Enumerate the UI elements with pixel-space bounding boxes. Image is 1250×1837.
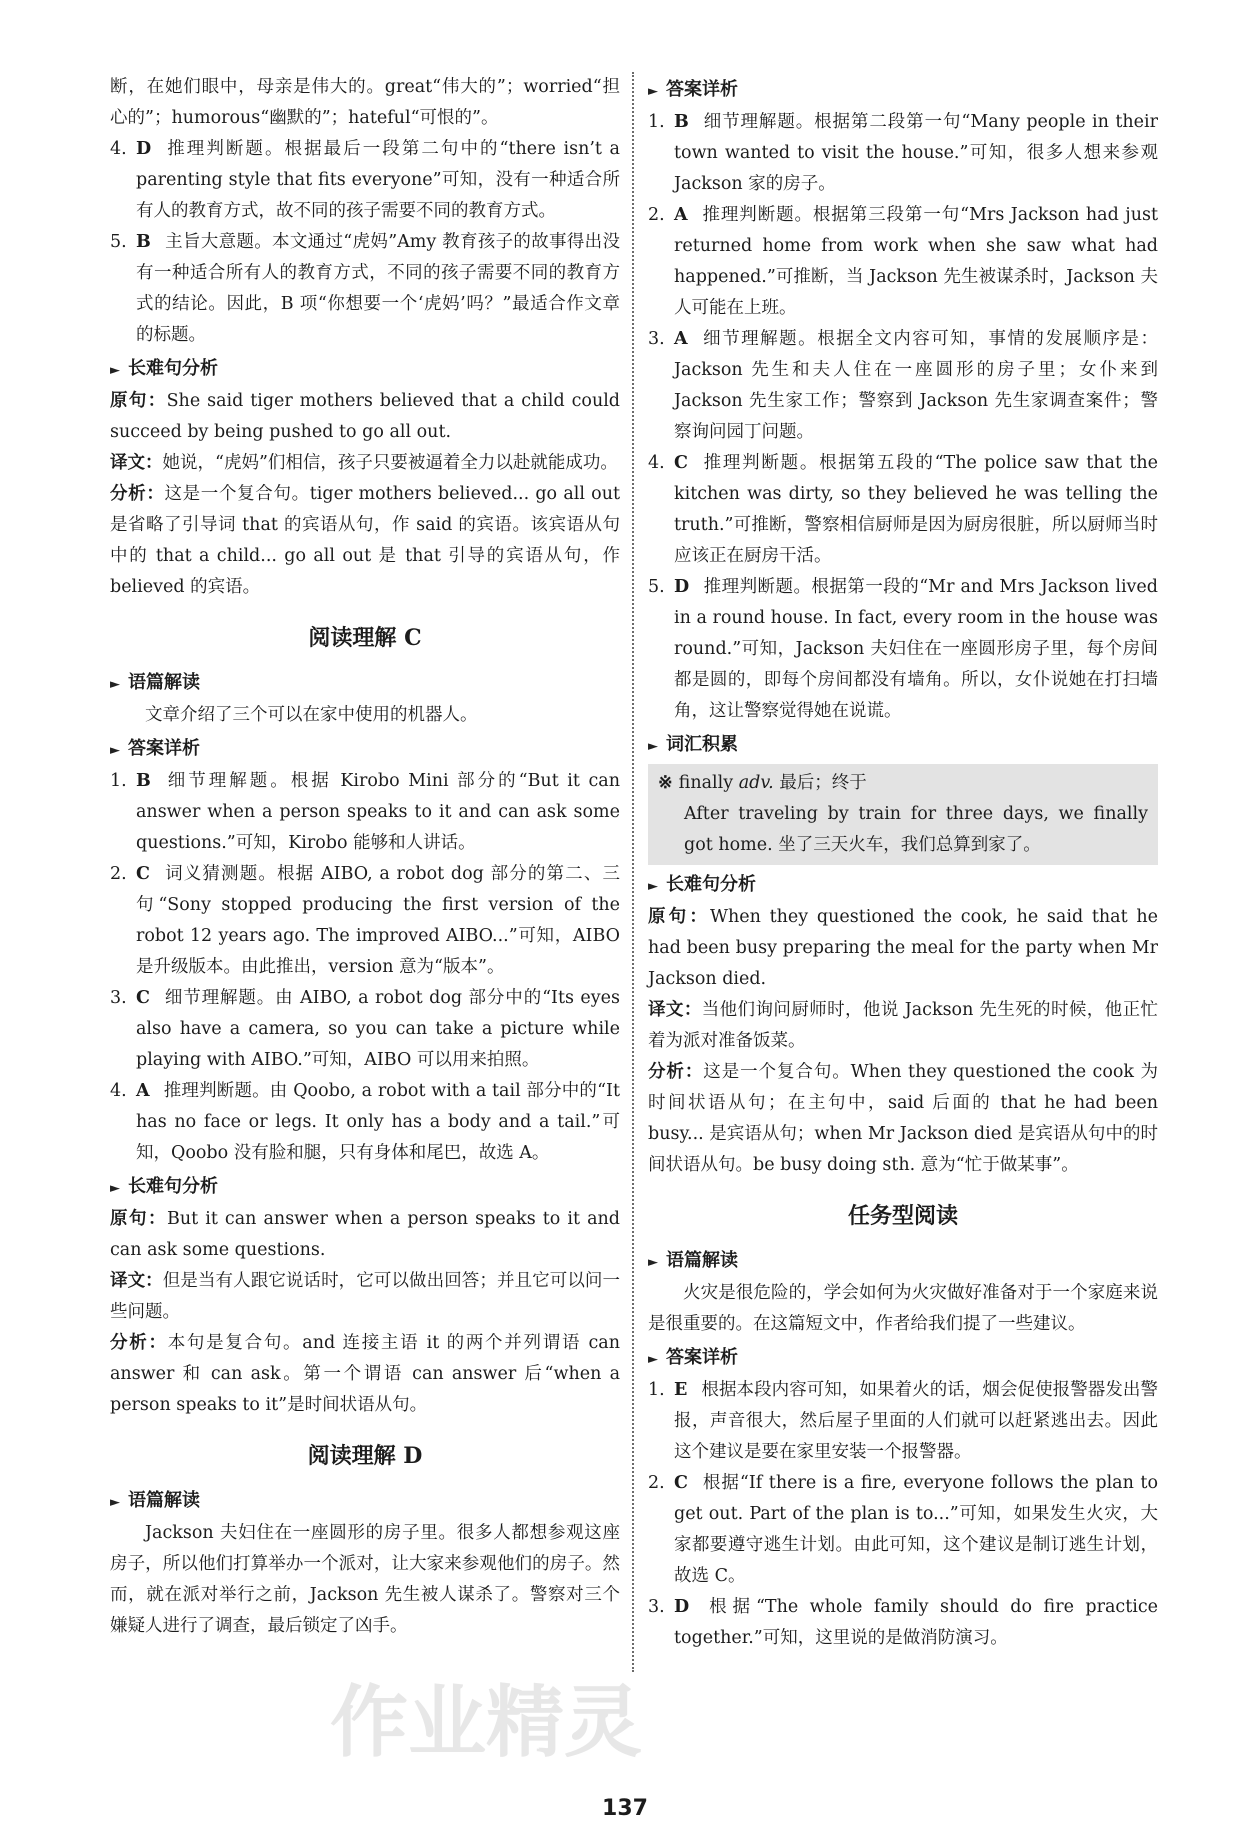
asterisk-icon: ※ [658, 773, 673, 793]
answer-explanation: 细节理解题。由 AIBO, a robot dog 部分中的“Its eyes also have a camera, so you can take a picture while playing with AIBO.”可知，AIBO 可以用来拍照。 [136, 988, 620, 1070]
item-number: 3. [648, 1597, 665, 1617]
answer-item [110, 134, 620, 227]
answer-item [648, 572, 1158, 727]
answer-item [110, 983, 620, 1076]
item-number: 4. [110, 139, 127, 159]
section-heading: ► 词汇积累 [648, 729, 1158, 762]
section-heading: ► 答案详析 [110, 733, 620, 766]
answer-explanation: 细节理解题。根据 Kirobo Mini 部分的“But it can answer when a person speaks to it and can ask some questions.”可知，Kirobo 能够和人讲话。 [136, 771, 620, 853]
arrow-bullet-icon: ► [648, 1352, 658, 1367]
continued-text: 断，在她们眼中，母亲是伟大的。great“伟大的”；worried“担心的”；humorous“幽默的”；hateful“可恨的”。 [110, 77, 620, 128]
answer-item [648, 324, 1158, 448]
answer-item [648, 200, 1158, 324]
section-heading: ► 语篇解读 [110, 667, 620, 700]
translation: 译文：她说，“虎妈”们相信，孩子只要被逼着全力以赴就能成功。 [110, 453, 618, 473]
item-number: 4. [110, 1081, 127, 1101]
arrow-bullet-icon: ► [110, 363, 120, 378]
item-number: 3. [648, 329, 665, 349]
answer-explanation: 根据“If there is a fire, everyone follows the plan to get out. Part of the plan is to...”可知，如果发生火灾，大家都要遵守逃生计划。由此可知，这个建议是制订逃生计划，故选 C。 [674, 1473, 1158, 1586]
answer-explanation: 根据本段内容可知，如果着火的话，烟会促使报警器发出警报，声音很大，然后屋子里面的人们就可以赶紧逃出去。因此这个建议是要在家里安装一个报警器。 [674, 1380, 1158, 1462]
item-number: 5. [648, 577, 665, 597]
answer-explanation: 推理判断题。根据最后一段第二句中的“there isn’t a parenting style that fits everyone”可知，没有一种适合所有人的教育方式，故不同的孩子需要不同的教育方式。 [136, 139, 620, 221]
arrow-bullet-icon: ► [648, 1255, 658, 1270]
answer-explanation: 推理判断题。根据第三段第一句“Mrs Jackson had just returned home from work when she saw what had happened.”可推断，当 Jackson 先生被谋杀时，Jackson 夫人可能在上班。 [674, 205, 1158, 318]
answer-explanation: 根据“The whole family should do fire practice together.”可知，这里说的是做消防演习。 [674, 1597, 1158, 1648]
original-sentence: 原句：She said tiger mothers believed that a child could succeed by being pushed to go all out. [110, 391, 621, 442]
answer-explanation: 细节理解题。根据全文内容可知，事情的发展顺序是：Jackson 先生和夫人住在一座圆形的房子里；女仆来到 Jackson 先生家工作；警察到 Jackson 先生家调查案件；警察询问园丁问题。 [674, 329, 1158, 442]
watermark: 作业精灵 [330, 1678, 643, 1768]
answer-key: B [136, 771, 151, 791]
left-column [110, 72, 620, 1642]
answer-item [648, 1592, 1158, 1654]
answer-item [648, 1375, 1158, 1468]
original-sentence: 原句：When they questioned the cook, he said that he had been busy preparing the meal for the party when Mr Jackson died. [648, 907, 1158, 989]
answer-key: C [136, 988, 150, 1008]
answer-key: B [674, 112, 689, 132]
item-number: 2. [648, 1473, 665, 1493]
item-number: 3. [110, 988, 127, 1008]
arrow-bullet-icon: ► [110, 1495, 120, 1510]
analysis: 分析：这是一个复合句。tiger mothers believed... go all out 是省略了引导词 that 的宾语从句，作 said 的宾语。该宾语从句中的 that a child... go all out 是 that 引导的宾语从句，作 believed 的宾语。 [110, 484, 621, 597]
answer-key: A [136, 1081, 150, 1101]
translation: 译文：当他们询问厨师时，他说 Jackson 先生死的时候，他正忙着为派对准备饭菜。 [648, 1000, 1159, 1051]
section-heading: ► 语篇解读 [648, 1245, 1158, 1278]
answer-item [110, 227, 620, 351]
section-title-task-reading: 任务型阅读 [847, 1203, 958, 1229]
right-column [648, 72, 1158, 1654]
vocab-meaning: 最后；终于 [779, 773, 867, 793]
column-divider [632, 72, 634, 1672]
section-heading: ► 语篇解读 [110, 1485, 620, 1518]
arrow-bullet-icon: ► [110, 743, 120, 758]
vocab-example: After traveling by train for three days, we finally got home. 坐了三天火车，我们总算到家了。 [684, 804, 1148, 855]
arrow-bullet-icon: ► [110, 1181, 120, 1196]
passage-summary: 火灾是很危险的，学会如何为火灾做好准备对于一个家庭来说是很重要的。在这篇短文中，作者给我们提了一些建议。 [648, 1283, 1158, 1334]
section-heading: ► 长难句分析 [110, 353, 620, 386]
answer-key: A [674, 329, 688, 349]
section-heading: ► 长难句分析 [648, 869, 1158, 902]
item-number: 1. [648, 1380, 665, 1400]
section-heading: ► 答案详析 [648, 1342, 1158, 1375]
answer-item [648, 107, 1158, 200]
item-number: 2. [110, 864, 127, 884]
vocabulary-box [648, 764, 1158, 865]
answer-explanation: 主旨大意题。本文通过“虎妈”Amy 教育孩子的故事得出没有一种适合所有人的教育方式，不同的孩子需要不同的教育方式的结论。因此，B 项“你想要一个‘虎妈’吗？”最适合作文章的标题。 [136, 232, 620, 345]
passage-summary: Jackson 夫妇住在一座圆形的房子里。很多人都想参观这座房子，所以他们打算举办一个派对，让大家来参观他们的房子。然而，就在派对举行之前，Jackson 先生被人谋杀了。警察对三个嫌疑人进行了调查，最后锁定了凶手。 [110, 1523, 620, 1636]
answer-key: C [136, 864, 150, 884]
answer-explanation: 推理判断题。根据第五段的“The police saw that the kitchen was dirty, so they believed he was telling the truth.”可推断，警察相信厨师是因为厨房很脏，所以厨师当时应该正在厨房干活。 [674, 453, 1158, 566]
arrow-bullet-icon: ► [648, 879, 658, 894]
answer-key: D [674, 1597, 690, 1617]
answer-item [110, 1076, 620, 1169]
section-title-reading-d: 阅读理解 D [307, 1443, 423, 1469]
arrow-bullet-icon: ► [110, 677, 120, 692]
answer-item [648, 448, 1158, 572]
answer-item [648, 1468, 1158, 1592]
item-number: 4. [648, 453, 665, 473]
answer-key: D [674, 577, 690, 597]
section-heading: ► 答案详析 [648, 74, 1158, 107]
answer-item [110, 859, 620, 983]
answer-key: B [136, 232, 151, 252]
answer-key: C [674, 1473, 688, 1493]
translation: 译文：但是当有人跟它说话时，它可以做出回答；并且它可以问一些问题。 [110, 1271, 621, 1322]
section-title-reading-c: 阅读理解 C [308, 625, 422, 651]
analysis: 分析：本句是复合句。and 连接主语 it 的两个并列谓语 can answer 和 can ask。第一个谓语 can answer 后“when a person speaks to it”是时间状语从句。 [110, 1333, 620, 1415]
arrow-bullet-icon: ► [648, 739, 658, 754]
answer-explanation: 细节理解题。根据第二段第一句“Many people in their town wanted to visit the house.”可知，很多人想来参观 Jackson 家的房子。 [674, 112, 1158, 194]
analysis: 分析：这是一个复合句。When they questioned the cook 为时间状语从句；在主句中，said 后面的 that he had been busy... 是宾语从句；when Mr Jackson died 是宾语从句中的时间状语从句。be busy doing sth. 意为“忙于做某事”。 [648, 1062, 1159, 1175]
answer-key: E [674, 1380, 688, 1400]
passage-summary: 文章介绍了三个可以在家中使用的机器人。 [145, 705, 478, 725]
item-number: 2. [648, 205, 665, 225]
vocab-entry [658, 768, 1148, 799]
answer-key: C [674, 453, 688, 473]
page-number: 137 [602, 1796, 648, 1821]
section-heading: ► 长难句分析 [110, 1171, 620, 1204]
item-number: 1. [648, 112, 665, 132]
answer-item [110, 766, 620, 859]
item-number: 5. [110, 232, 127, 252]
answer-key: A [674, 205, 688, 225]
answer-key: D [136, 139, 152, 159]
arrow-bullet-icon: ► [648, 84, 658, 99]
answer-explanation: 推理判断题。由 Qoobo, a robot with a tail 部分中的“It has no face or legs. It only has a body and a tail.”可知，Qoobo 没有脸和腿，只有身体和尾巴，故选 A。 [136, 1081, 620, 1163]
vocab-pos: adv. [738, 773, 774, 793]
original-sentence: 原句：But it can answer when a person speaks to it and can ask some questions. [110, 1209, 620, 1260]
item-number: 1. [110, 771, 127, 791]
vocab-word: finally [678, 773, 734, 793]
answer-explanation: 推理判断题。根据第一段的“Mr and Mrs Jackson lived in a round house. In fact, every room in the house was round.”可知，Jackson 夫妇住在一座圆形房子里，每个房间都是圆的，即每个房间都没有墙角。所以，女仆说她在打扫墙角，这让警察觉得她在说谎。 [674, 577, 1158, 721]
answer-explanation: 词义猜测题。根据 AIBO, a robot dog 部分的第二、三句“Sony stopped producing the first version of the robot 12 years ago. The improved AIBO...”可知，AIBO 是升级版本。由此推出，version 意为“版本”。 [136, 864, 620, 977]
